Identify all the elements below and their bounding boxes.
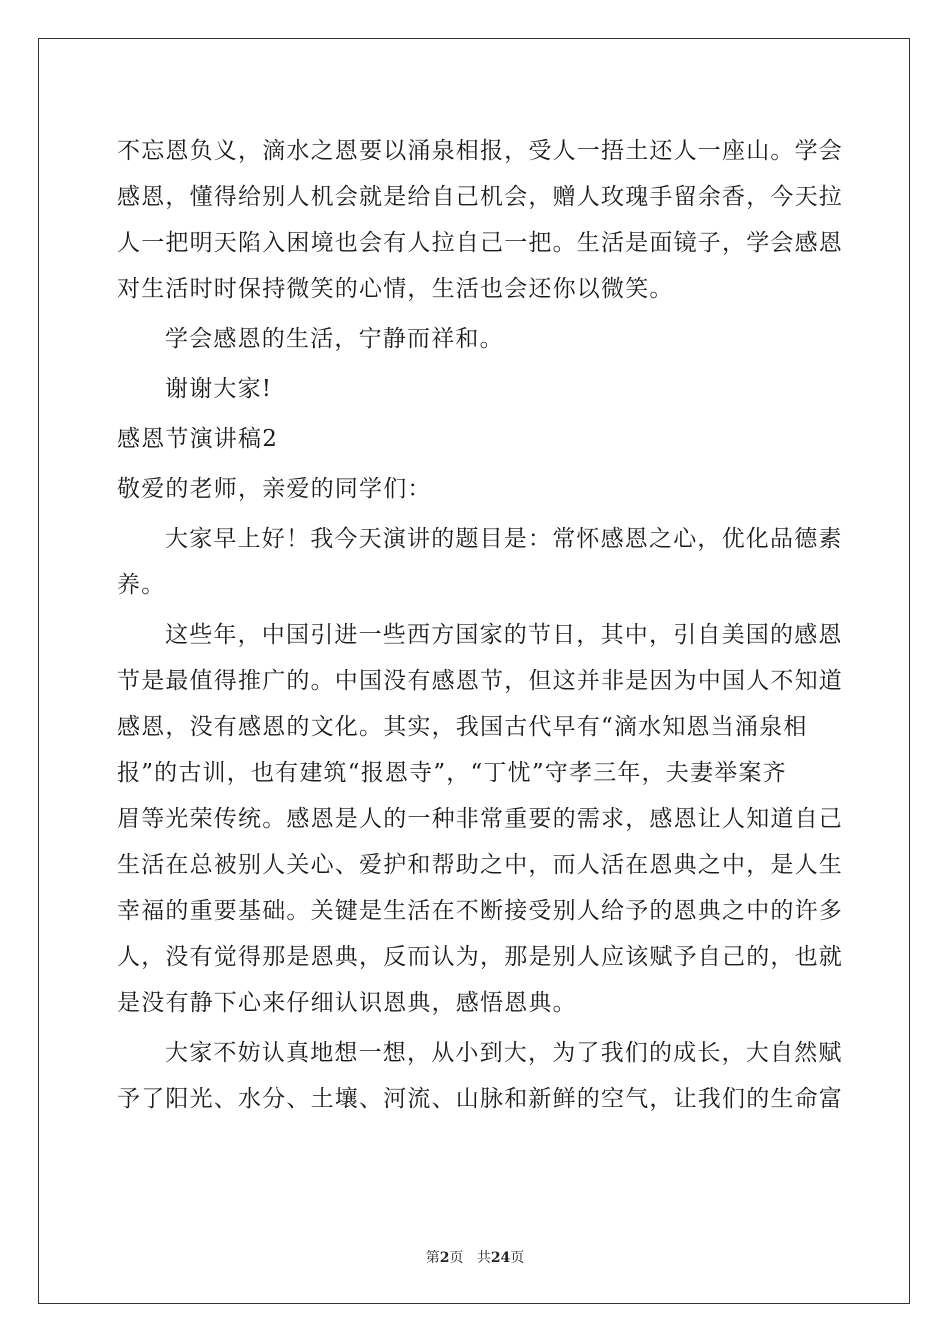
text-line: 这些年，中国引进一些西方国家的节日，其中，引自美国的感恩 (165, 622, 843, 648)
text-line: 人，没有觉得那是恩典，反而认为，那是别人应该赋予自己的，也就 (117, 944, 843, 970)
text-line: 眉等光荣传统。感恩是人的一种非常重要的需求，感恩让人知道自己 (117, 806, 843, 832)
paragraph (117, 128, 843, 312)
text-line: 幸福的重要基础。关键是生活在不断接受别人给予的恩典之中的许多 (117, 898, 843, 924)
text-line: 谢谢大家! (165, 376, 273, 402)
text-line: 对生活时时保持微笑的心情，生活也会还你以微笑。 (117, 276, 674, 302)
document-body (117, 128, 843, 1122)
total-pages: 24 (490, 1250, 511, 1266)
paragraph (117, 466, 833, 512)
paragraph (117, 612, 843, 1026)
text-line: 敬爱的老师，亲爱的同学们： (117, 476, 432, 502)
paragraph (117, 316, 833, 362)
text-line: 予了阳光、水分、土壤、河流、山脉和新鲜的空气，让我们的生命富 (117, 1086, 843, 1112)
paragraph (117, 416, 833, 462)
text-line: 是没有静下心来仔细认识恩典，感悟恩典。 (117, 990, 577, 1016)
total-prefix: 共 (476, 1250, 491, 1266)
text-line: 大家不妨认真地想一想，从小到大，为了我们的成长，大自然赋 (165, 1040, 843, 1066)
page-footer (0, 1247, 950, 1267)
page-suffix: 页 (449, 1250, 464, 1266)
total-suffix: 页 (510, 1250, 525, 1266)
text-line: 感恩，懂得给别人机会就是给自己机会，赠人玫瑰手留余香，今天拉 (117, 184, 843, 210)
text-line: 节是最值得推广的。中国没有感恩节，但这并非是因为中国人不知道 (117, 668, 843, 694)
paragraph (117, 366, 833, 412)
text-line: 生活在总被别人关心、爱护和帮助之中，而人活在恩典之中，是人生 (117, 852, 843, 878)
text-line: 感恩节演讲稿2 (117, 426, 279, 452)
text-line: 人一把明天陷入困境也会有人拉自己一把。生活是面镜子，学会感恩 (117, 230, 843, 256)
page-prefix: 第 (425, 1250, 440, 1266)
text-line: 不忘恩负义，滴水之恩要以涌泉相报，受人一捂土还人一座山。学会 (117, 138, 843, 164)
text-line: 感恩，没有感恩的文化。其实，我国古代早有“滴水知恩当涌泉相 (117, 714, 808, 740)
text-line: 报”的古训，也有建筑“报恩寺”，“丁忧”守孝三年，夫妻举案齐 (117, 760, 787, 786)
text-line: 养。 (117, 572, 166, 598)
paragraph (117, 1030, 843, 1122)
text-line: 大家早上好！我今天演讲的题目是：常怀感恩之心，优化品德素 (165, 526, 843, 552)
text-line: 学会感恩的生活，宁静而祥和。 (165, 326, 504, 352)
paragraph (117, 516, 843, 608)
page-number: 2 (439, 1250, 450, 1266)
